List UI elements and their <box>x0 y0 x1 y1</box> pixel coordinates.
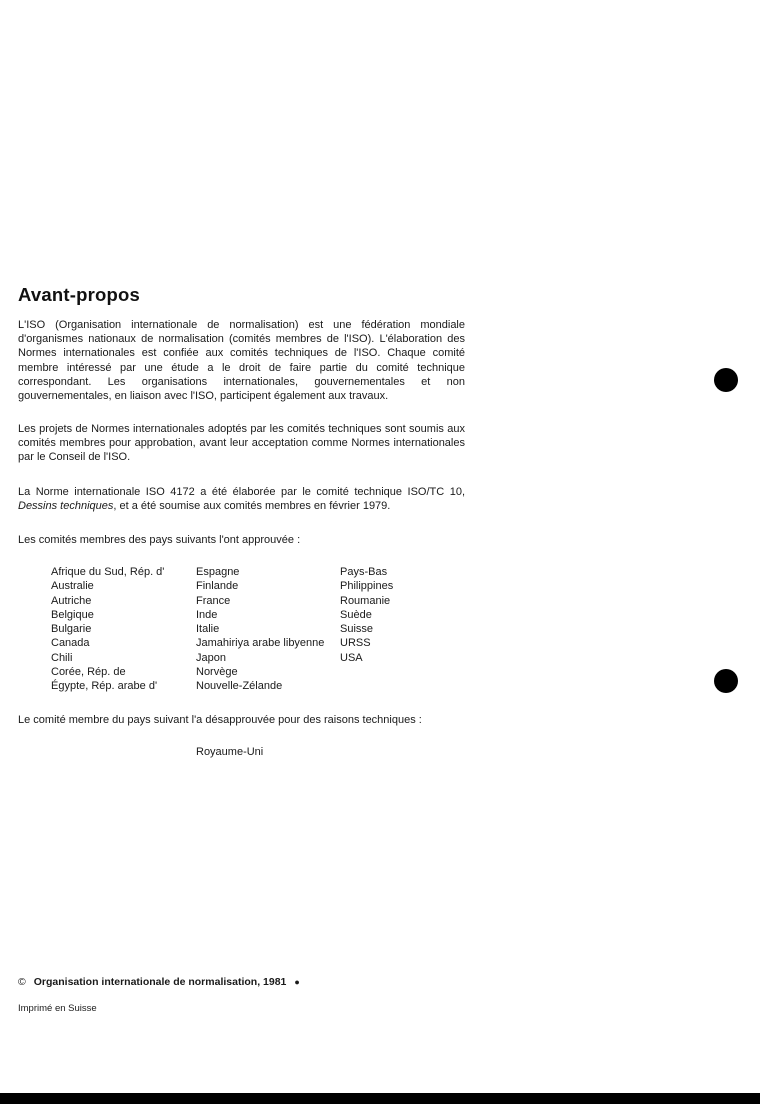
printed-in: Imprimé en Suisse <box>18 1003 97 1014</box>
copyright-line <box>18 976 300 988</box>
country-item: Jamahiriya arabe libyenne <box>196 637 325 650</box>
country-item: Afrique du Sud, Rép. d' <box>51 566 165 578</box>
scan-edge-band <box>0 1093 760 1104</box>
country-item: Japon <box>196 651 226 664</box>
foreword-paragraph-iso: L'ISO (Organisation internationale de normalisation) est une fédération mondiale d'organismes nationaux de normalisation (comités membres de l'ISO). L'élaboration des Normes internationales est confiée aux comités techniques de l'ISO. Chaque comité membre intéressé par une étude a le droit de faire partie du comité technique correspondant. Les organisations internationales, gouvernementales et non gouvernementales, en liaison avec l'ISO, participent également aux travaux. <box>18 319 465 403</box>
country-item: Chili <box>51 651 73 664</box>
country-item: Philippines <box>340 580 394 593</box>
country-list-column-1 <box>51 565 164 694</box>
country-item: Espagne <box>196 566 240 578</box>
country-item: Belgique <box>51 608 94 621</box>
page-title: Avant-propos <box>18 284 140 305</box>
punch-hole-icon <box>714 669 738 693</box>
country-item: Suisse <box>340 623 374 636</box>
punch-hole-icon <box>714 368 738 392</box>
country-item: Corée, Rép. de <box>51 666 126 679</box>
disapproval-intro: Le comité membre du pays suivant l'a désapprouvée pour des raisons techniques : <box>18 714 422 726</box>
standard-text-after: , et a été soumise aux comités membres en février 1979. <box>113 500 391 513</box>
copyright-symbol: © <box>18 976 26 988</box>
copyright-organization: Organisation internationale de normalisation, 1981 <box>33 976 287 988</box>
country-item: USA <box>340 651 363 664</box>
country-item: Égypte, Rép. arabe d' <box>51 680 158 693</box>
bullet-icon: ● <box>294 977 300 987</box>
committee-name: Dessins techniques <box>18 500 114 513</box>
country-item: Suède <box>340 608 372 621</box>
disapproving-country: Royaume-Uni <box>196 746 264 758</box>
foreword-paragraph-standard <box>18 485 465 513</box>
country-item: Roumanie <box>340 594 391 607</box>
country-item: URSS <box>340 637 371 650</box>
country-item: Finlande <box>196 580 239 593</box>
country-item: Nouvelle-Zélande <box>196 680 283 693</box>
country-list-column-2 <box>196 565 324 694</box>
country-item: Australie <box>51 580 94 593</box>
country-item: Autriche <box>51 594 92 607</box>
foreword-paragraph-approval: Les projets de Normes internationales adoptés par les comités techniques sont soumis aux comités membres pour approbation, avant leur acceptation comme Normes internationales par le Conseil de l'ISO. <box>18 423 465 464</box>
country-item: Canada <box>51 637 90 650</box>
country-item: France <box>196 594 231 607</box>
country-item: Bulgarie <box>51 623 92 636</box>
standard-text-before: La Norme internationale ISO 4172 a été élaborée par le comité technique ISO/TC 10, <box>18 486 465 498</box>
country-list-column-3 <box>340 565 393 665</box>
country-item: Italie <box>196 623 220 636</box>
country-item: Pays-Bas <box>340 566 388 578</box>
country-item: Norvège <box>196 666 238 679</box>
approval-intro: Les comités membres des pays suivants l'ont approuvée : <box>18 534 301 546</box>
country-item: Inde <box>196 608 218 621</box>
